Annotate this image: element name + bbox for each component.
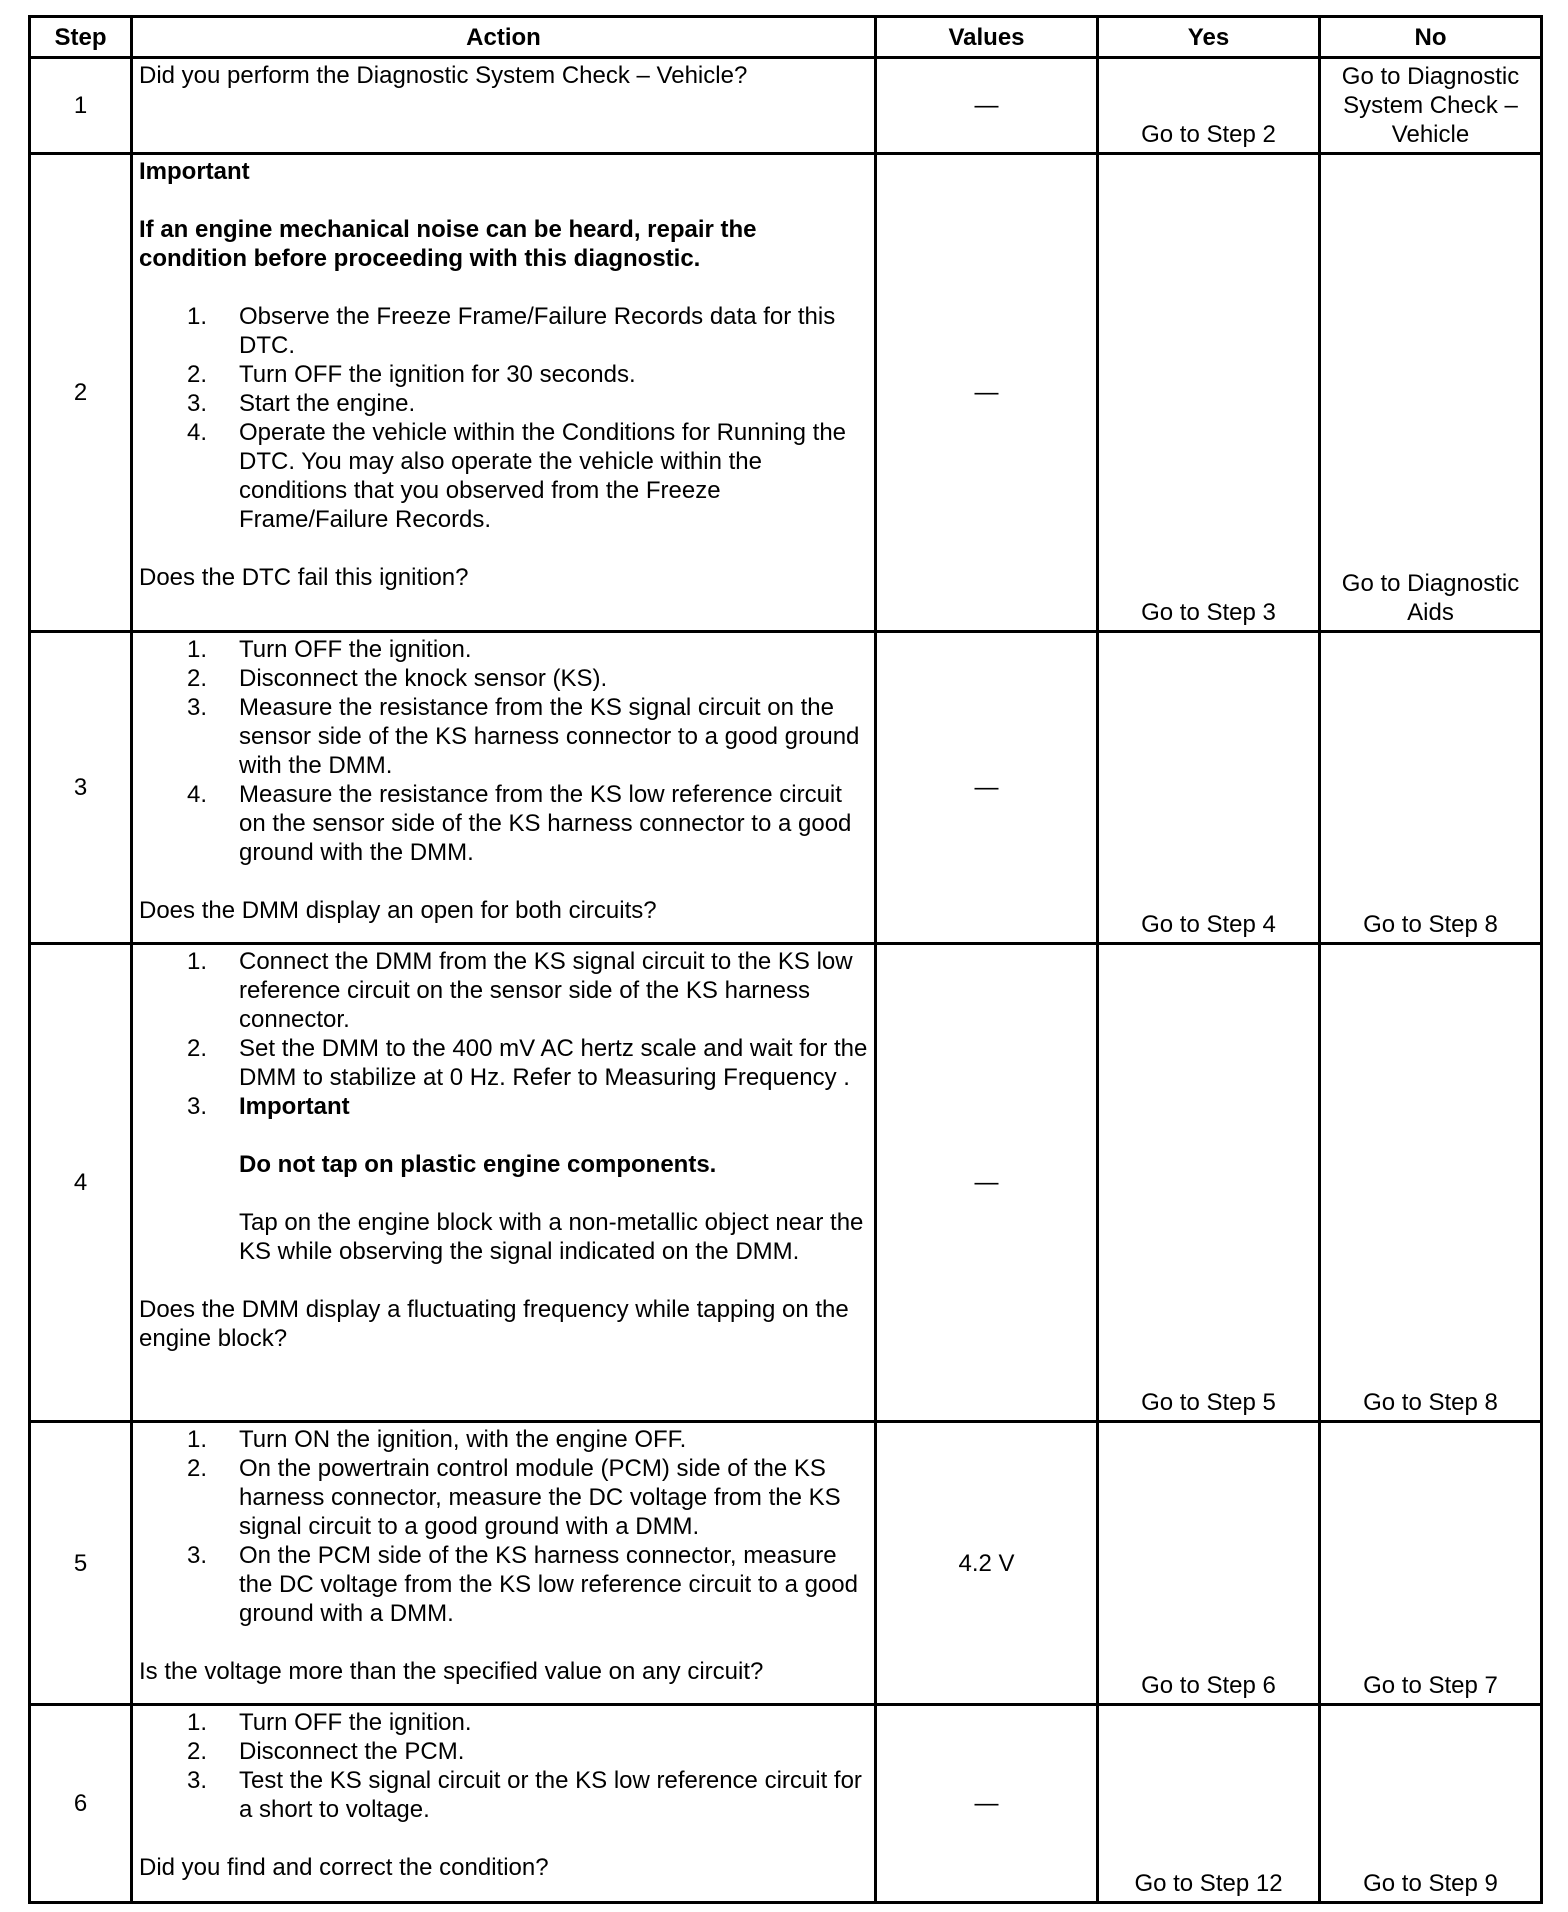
table-row [30, 632, 1542, 944]
list-item: 2. Turn OFF the ignition for 30 seconds. [187, 361, 636, 388]
step-list [139, 1425, 868, 1628]
important-label: Important [239, 1093, 350, 1120]
action-cell [132, 154, 876, 632]
action-question: Does the DMM display a fluctuating frequency while tapping on the engine block? [139, 1296, 849, 1352]
action-question: Did you find and correct the condition? [139, 1854, 549, 1881]
action-question: Did you perform the Diagnostic System Check – Vehicle? [139, 62, 748, 89]
value-cell: — [876, 58, 1098, 154]
list-item: 2. Set the DMM to the 400 mV AC hertz scale and wait for the DMM to stabilize at 0 Hz. Refer to Measuring Frequency . [187, 1035, 868, 1091]
important-note: Do not tap on plastic engine components. [239, 1151, 717, 1178]
action-question: Is the voltage more than the specified value on any circuit? [139, 1658, 764, 1685]
list-item: 2. Disconnect the knock sensor (KS). [187, 665, 608, 692]
step-number: 6 [30, 1705, 132, 1903]
value-cell: — [876, 632, 1098, 944]
no-cell: Go to Diagnostic System Check – Vehicle [1320, 58, 1542, 154]
list-item: 3. On the PCM side of the KS harness connector, measure the DC voltage from the KS low reference circuit to a good ground with a DMM. [187, 1542, 858, 1627]
no-cell: Go to Step 9 [1320, 1705, 1542, 1903]
value-cell: — [876, 1705, 1098, 1903]
yes-cell: Go to Step 12 [1098, 1705, 1320, 1903]
step-number: 3 [30, 632, 132, 944]
no-cell: Go to Step 7 [1320, 1422, 1542, 1705]
table-row [30, 1705, 1542, 1903]
yes-cell: Go to Step 3 [1098, 154, 1320, 632]
important-label: Important [139, 158, 250, 185]
yes-cell: Go to Step 2 [1098, 58, 1320, 154]
list-item: 1. Connect the DMM from the KS signal circuit to the KS low reference circuit on the sensor side of the KS harness connector. [187, 948, 853, 1033]
step-list [139, 635, 868, 867]
step-list [139, 1708, 868, 1824]
step-number: 2 [30, 154, 132, 632]
list-item: 3. Start the engine. [187, 390, 416, 417]
step-number: 1 [30, 58, 132, 154]
header-step: Step [30, 17, 132, 58]
value-cell: 4.2 V [876, 1422, 1098, 1705]
no-cell: Go to Step 8 [1320, 632, 1542, 944]
no-cell: Go to Diagnostic Aids [1320, 154, 1542, 632]
header-no: No [1320, 17, 1542, 58]
action-cell [132, 944, 876, 1422]
action-question: Does the DTC fail this ignition? [139, 564, 469, 591]
table-row [30, 58, 1542, 154]
step-list [139, 302, 868, 534]
action-cell [132, 632, 876, 944]
header-values: Values [876, 17, 1098, 58]
action-cell [132, 58, 876, 154]
table-row [30, 944, 1542, 1422]
step-number: 4 [30, 944, 132, 1422]
yes-cell: Go to Step 6 [1098, 1422, 1320, 1705]
action-question: Does the DMM display an open for both circuits? [139, 897, 657, 924]
list-item: 2. On the powertrain control module (PCM) side of the KS harness connector, measure the DC voltage from the KS signal circuit to a good ground with a DMM. [187, 1455, 841, 1540]
header-yes: Yes [1098, 17, 1320, 58]
table-row [30, 1422, 1542, 1705]
list-item: 4. Operate the vehicle within the Conditions for Running the DTC. You may also operate the vehicle within the conditions that you observed from the Freeze Frame/Failure Records. [187, 419, 847, 533]
action-cell [132, 1422, 876, 1705]
yes-cell: Go to Step 4 [1098, 632, 1320, 944]
list-item: 2. Disconnect the PCM. [187, 1738, 465, 1765]
value-cell: — [876, 154, 1098, 632]
list-item: 3. Important Do not tap on plastic engine components. Tap on the engine block with a non-metallic object near the KS while observing the signal indicated on the DMM. [239, 1092, 868, 1266]
table-row [30, 154, 1542, 632]
list-item: 3. Test the KS signal circuit or the KS low reference circuit for a short to voltage. [187, 1767, 862, 1823]
header-action: Action [132, 17, 876, 58]
list-item: 1. Turn OFF the ignition. [187, 636, 472, 663]
step-number: 5 [30, 1422, 132, 1705]
list-item-text: Tap on the engine block with a non-metallic object near the KS while observing the signal indicated on the DMM. [239, 1209, 864, 1265]
list-item: 3. Measure the resistance from the KS signal circuit on the sensor side of the KS harness connector to a good ground with the DMM. [187, 694, 860, 779]
action-cell [132, 1705, 876, 1903]
yes-cell: Go to Step 5 [1098, 944, 1320, 1422]
important-note: If an engine mechanical noise can be heard, repair the condition before proceeding with this diagnostic. [139, 216, 757, 272]
list-item: 1. Observe the Freeze Frame/Failure Records data for this DTC. [187, 303, 836, 359]
diagnostic-table [28, 15, 1543, 1904]
no-cell: Go to Step 8 [1320, 944, 1542, 1422]
value-cell: — [876, 944, 1098, 1422]
list-item: 4. Measure the resistance from the KS low reference circuit on the sensor side of the KS harness connector to a good ground with the DMM. [187, 781, 852, 866]
step-list [139, 947, 868, 1266]
header-row [30, 17, 1542, 58]
list-item: 1. Turn ON the ignition, with the engine OFF. [187, 1426, 687, 1453]
list-item: 1. Turn OFF the ignition. [187, 1709, 472, 1736]
